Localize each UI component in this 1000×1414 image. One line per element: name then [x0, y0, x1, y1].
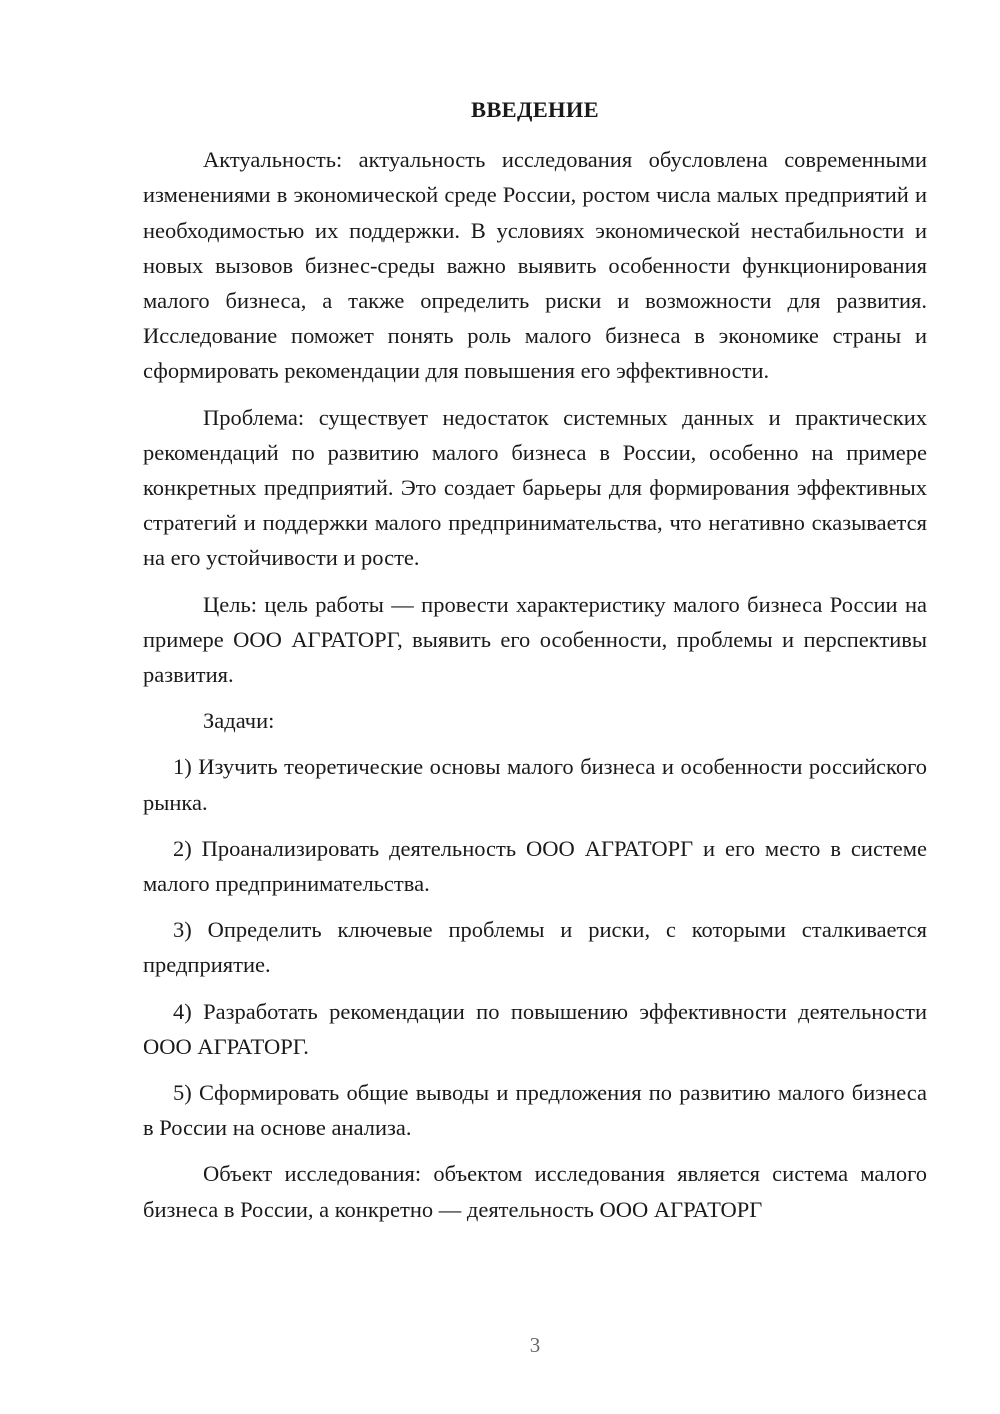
task-item: 2) Проанализировать деятельность ООО АГРАТОРГ и его место в системе малого предпринимательства.	[143, 835, 927, 897]
object-paragraph: Объект исследования: объектом исследования является система малого бизнеса в России, а конкретно — деятельность ООО АГРАТОРГ	[143, 1161, 927, 1222]
task-item: 1) Изучить теоретические основы малого бизнеса и особенности российского рынка.	[143, 754, 927, 815]
relevance-paragraph: Актуальность: актуальность исследования обусловлена современными изменениями в экономической среде России, ростом числа малых предприятий и необходимостью их поддержки. В условиях экономической нестабильности и новых вызовов бизнес-среды важно выявить особенности функционирования малого бизнеса, а также определить риски и возможности для развития. Исследование поможет понять роль малого бизнеса в экономике страны и сформировать рекомендации для повышения его эффективности.	[143, 147, 927, 384]
problem-paragraph: Проблема: существует недостаток системных данных и практических рекомендаций по развитию малого бизнеса в России, особенно на примере конкретных предприятий. Это создает барьеры для формирования эффективных стратегий и поддержки малого предпринимательства, что негативно сказывается на его устойчивости и росте.	[143, 404, 927, 571]
task-item: 3) Определить ключевые проблемы и риски, с которыми сталкивается предприятие.	[143, 917, 927, 978]
section-heading: ВВЕДЕНИЕ	[471, 97, 599, 122]
page-number: 3	[529, 1333, 541, 1357]
task-item: 5) Сформировать общие выводы и предложения по развитию малого бизнеса в России на основе анализа.	[143, 1080, 927, 1141]
task-item: 4) Разработать рекомендации по повышению эффективности деятельности ООО АГРАТОРГ.	[143, 998, 927, 1059]
document-page	[143, 92, 927, 1238]
tasks-label: Задачи:	[203, 708, 275, 734]
goal-paragraph: Цель: цель работы — провести характеристику малого бизнеса России на примере ООО АГРАТОРГ, выявить его особенности, проблемы и перспективы развития.	[143, 591, 927, 688]
